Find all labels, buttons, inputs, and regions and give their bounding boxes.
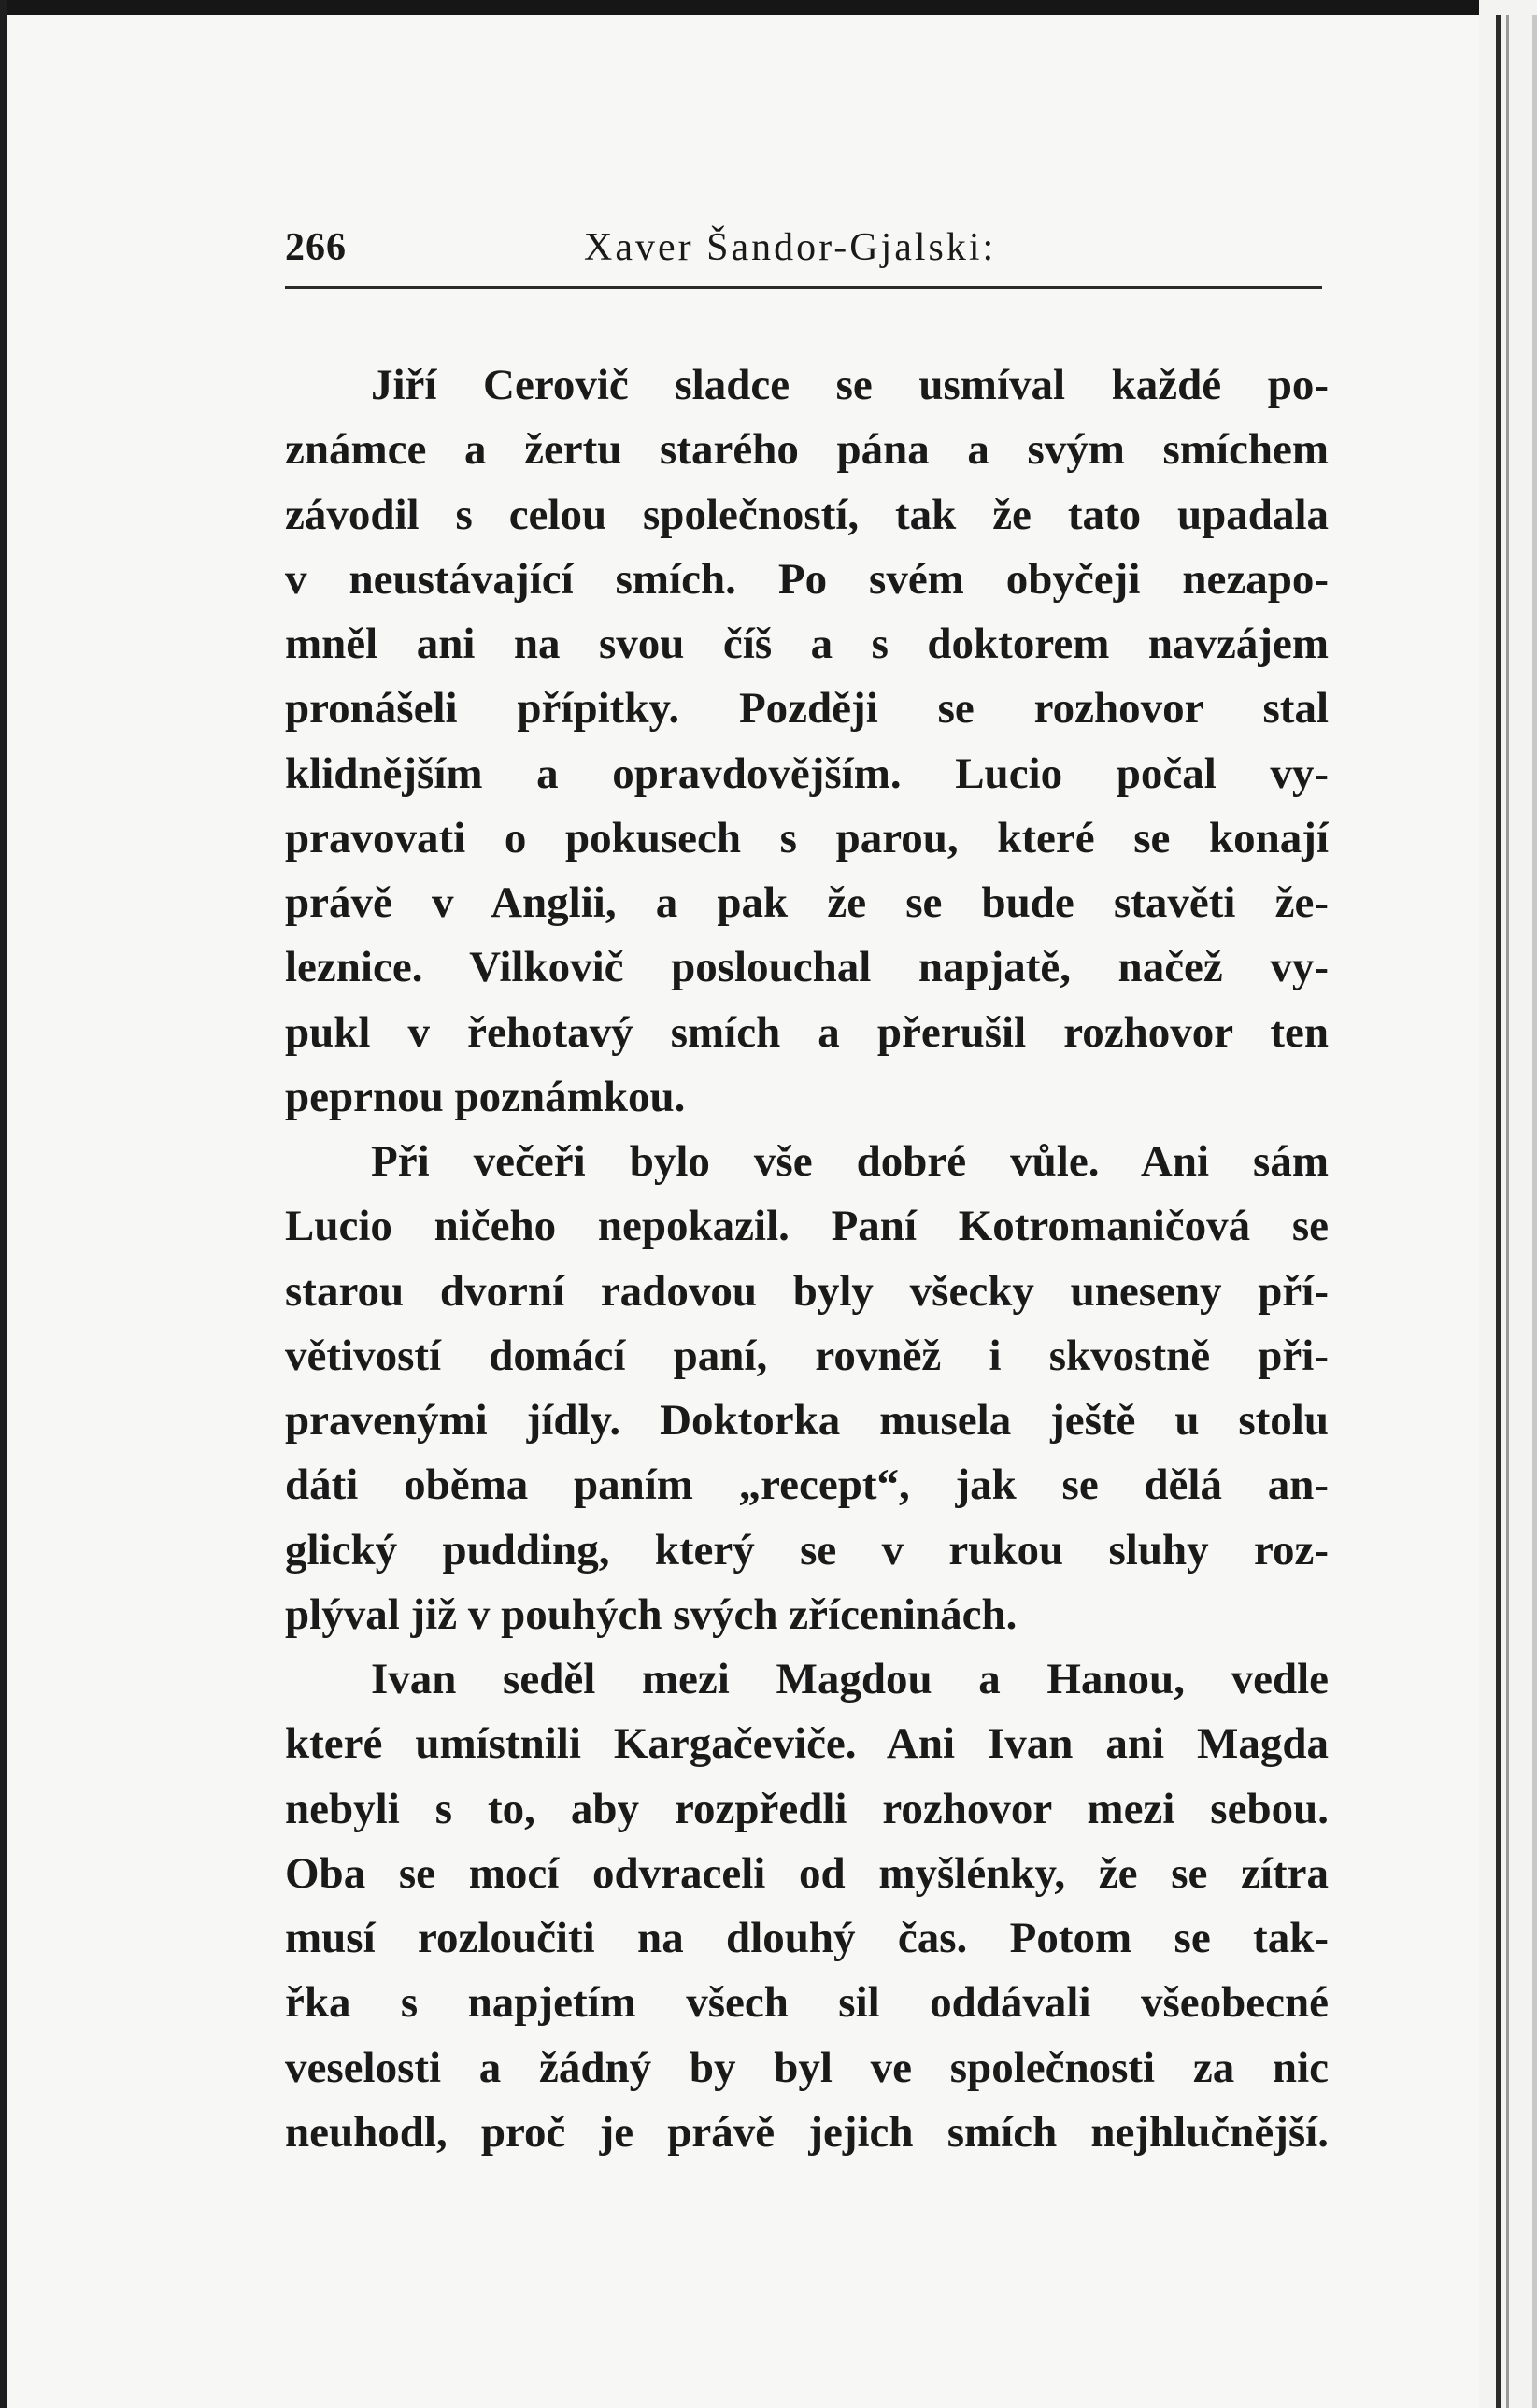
paragraph — [285, 1647, 1329, 2165]
text-line: musí rozloučiti na dlouhý čas. Potom se tak- — [285, 1914, 1329, 1962]
text-line: peprnou poznámkou. — [285, 1072, 686, 1121]
text-line: Oba se mocí odvraceli od myšlénky, že se zítra — [285, 1848, 1329, 1898]
page-header — [285, 222, 1322, 273]
text-line: známce a žertu starého pána a svým smíchem — [285, 425, 1329, 475]
text-line: pravenými jídly. Doktorka musela ještě u stolu — [285, 1396, 1329, 1445]
text-line: veselosti a žádný by byl ve společnosti za nic — [285, 2043, 1329, 2092]
text-line: leznice. Vilkovič poslouchal napjatě, načež vy- — [285, 943, 1329, 992]
text-line: glický pudding, který se v rukou sluhy roz- — [285, 1525, 1329, 1574]
running-head: Xaver Šandor-Gjalski: — [584, 226, 997, 269]
paragraph — [285, 353, 1329, 1130]
text-line: závodil s celou společností, tak že tato upadala — [285, 490, 1329, 539]
text-line: Jiří Cerovič sladce se usmíval každé po- — [371, 361, 1329, 409]
page-top-edge — [0, 0, 1537, 15]
text-line: plýval již v pouhých svých zříceninách. — [285, 1589, 1018, 1639]
text-line: v neustávající smích. Po svém obyčeji nezapo- — [285, 554, 1329, 604]
text-line: pukl v řehotavý smích a přerušil rozhovor ten — [285, 1007, 1329, 1057]
text-line: řka s napjetím všech sil oddávali všeobecné — [285, 1978, 1329, 2028]
text-line: pravovati o pokusech s parou, které se konají — [285, 813, 1329, 862]
text-line: právě v Anglii, a pak že se bude stavěti že- — [285, 878, 1329, 927]
paragraph — [285, 1130, 1329, 1647]
text-line: které umístnili Kargačeviče. Ani Ivan ani Magda — [285, 1719, 1329, 1769]
header-rule — [285, 286, 1322, 289]
text-body — [285, 353, 1329, 2165]
text-line: nebyli s to, aby rozpředli rozhovor mezi sebou. — [285, 1784, 1329, 1833]
text-line: starou dvorní radovou byly všecky uneseny pří- — [285, 1266, 1329, 1316]
binding-edge — [1532, 15, 1537, 2408]
text-line: neuhodl, proč je právě jejich smích nejhlučnější. — [285, 2107, 1329, 2157]
text-line: Ivan seděl mezi Magdou a Hanou, vedle — [371, 1655, 1329, 1703]
text-line: větivostí domácí paní, rovněž i skvostně při- — [285, 1331, 1329, 1380]
page-number: 266 — [285, 226, 347, 269]
binding-line-secondary — [1506, 15, 1509, 2408]
binding-line — [1496, 15, 1501, 2408]
text-line: dáti oběma paním „recept“, jak se dělá an- — [285, 1460, 1329, 1510]
text-line: pronášeli přípitky. Později se rozhovor stal — [285, 684, 1329, 734]
text-line: Lucio ničeho nepokazil. Paní Kotromaničová se — [285, 1202, 1329, 1251]
page-left-edge — [0, 0, 7, 2408]
text-line: klidnějším a opravdovějším. Lucio počal vy- — [285, 748, 1329, 798]
text-line: mněl ani na svou číš a s doktorem navzájem — [285, 620, 1329, 668]
text-line: Při večeři bylo vše dobré vůle. Ani sám — [371, 1137, 1329, 1186]
